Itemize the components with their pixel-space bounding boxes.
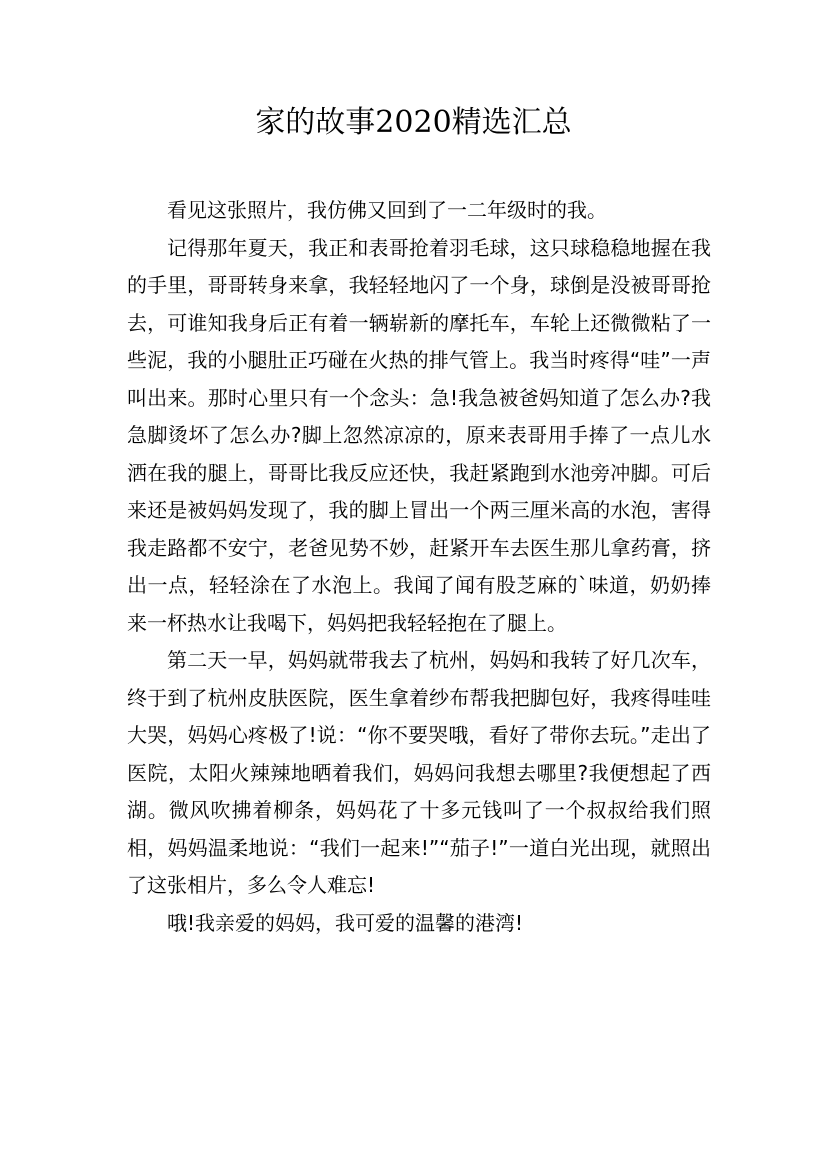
paragraph-1: 看见这张照片，我仿佛又回到了一二年级时的我。 bbox=[167, 198, 607, 222]
document-title: 家的故事2020精选汇总 bbox=[255, 105, 572, 140]
document-body bbox=[127, 192, 711, 942]
paragraph-2: 记得那年夏天，我正和表哥抢着羽毛球，这只球稳稳地握在我的手里，哥哥转身来拿，我轻轻地闪了一个身，球倒是没被哥哥抢去，可谁知我身后正有着一辆崭新的摩托车，车轮上还微微粘了一些泥，我的小腿肚正巧碰在火热的排气管上。我当时疼得“哇”一声叫出来。那时心里只有一个念头：急!我急被爸妈知道了怎么办?我急脚烫坏了怎么办?脚上忽然凉凉的，原来表哥用手捧了一点儿水洒在我的腿上，哥哥比我反应还快，我赶紧跑到水池旁冲脚。可后来还是被妈妈发现了，我的脚上冒出一个两三厘米高的水泡，害得我走路都不安宁，老爸见势不妙，赶紧开车去医生那儿拿药膏，挤出一点，轻轻涂在了水泡上。我闻了闻有股芝麻的`味道，奶奶捧来一杯热水让我喝下，妈妈把我轻轻抱在了腿上。 bbox=[127, 235, 711, 635]
paragraph-3: 第二天一早，妈妈就带我去了杭州，妈妈和我转了好几次车，终于到了杭州皮肤医院，医生拿着纱布帮我把脚包好，我疼得哇哇大哭，妈妈心疼极了!说：“你不要哭哦，看好了带你去玩。”走出了医院，太阳火辣辣地晒着我们，妈妈问我想去哪里?我便想起了西湖。微风吹拂着柳条，妈妈花了十多元钱叫了一个叔叔给我们照相，妈妈温柔地说：“我们一起来!”“茄子!”一道白光出现，就照出了这张相片，多么令人难忘! bbox=[127, 648, 711, 897]
paragraph-4: 哦!我亲爱的妈妈，我可爱的温馨的港湾! bbox=[167, 910, 524, 935]
